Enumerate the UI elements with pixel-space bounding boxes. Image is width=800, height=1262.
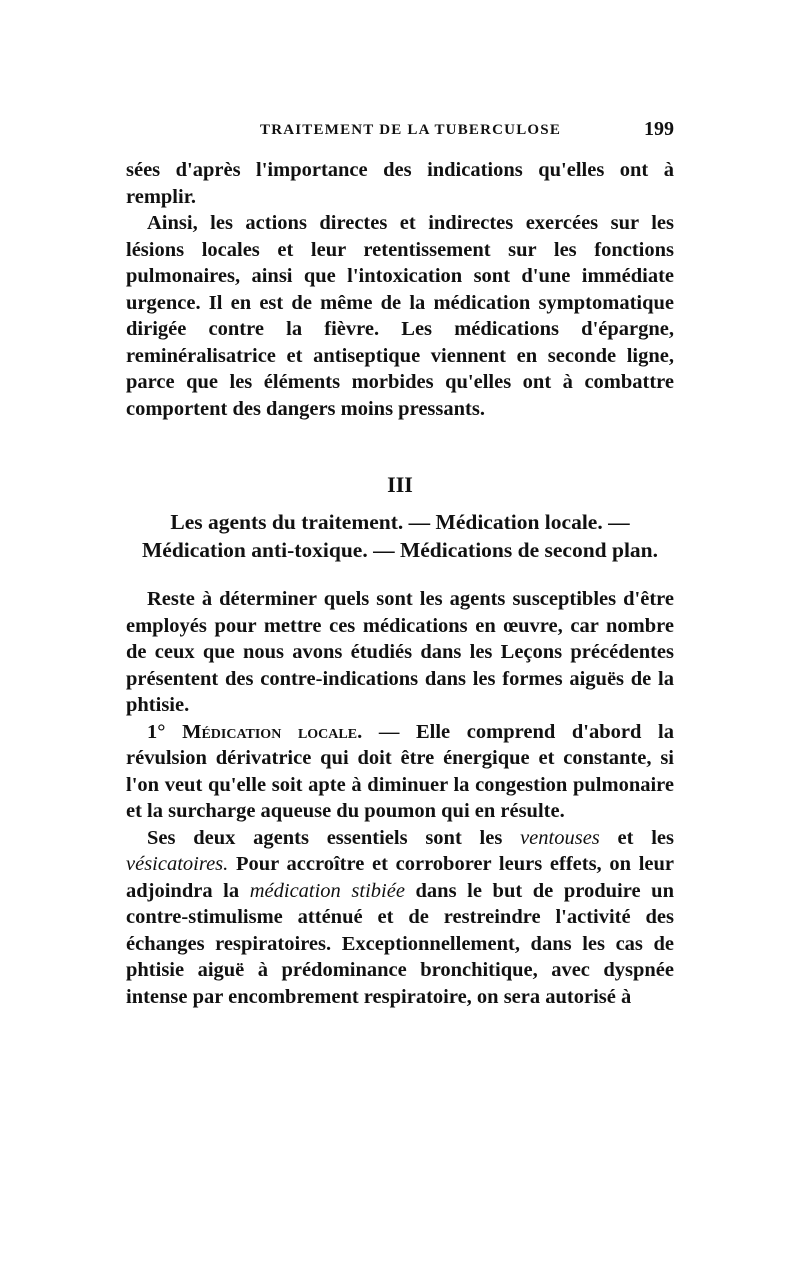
italic-term-ventouses: ventouses (520, 826, 600, 849)
section-number: III (387, 472, 413, 497)
text-block (126, 157, 674, 1010)
italic-term-medication-stibiee: médication stibiée (249, 879, 405, 902)
paragraph-continued: sées d'après l'importance des indications qu'elles ont à remplir. (126, 159, 674, 208)
running-title: TRAITEMENT DE LA TUBERCULOSE (260, 122, 562, 138)
paragraph-agents: Reste à déterminer quels sont les agents susceptibles d'être employés pour mettre ces médications en œuvre, car nombre de ceux que nous avons étudiés dans les Leçons précédentes présentent des contre-indications dans les formes aiguës de la phtisie. (126, 588, 674, 716)
paragraph-urgency: Ainsi, les actions directes et indirectes exercées sur les lésions locales et leur retentissement sur les fonctions pulmonaires, ainsi que l'intoxication sont d'une immédiate urgence. Il en est de même de la médication symptomatique dirigée contre la fièvre. Les médications d'épargne, reminéralisatrice et antiseptique viennent en seconde ligne, parce que les éléments morbides qu'elles ont à combattre comportent des dangers moins pressants. (126, 212, 674, 420)
text-run: et les (599, 826, 674, 849)
page-number: 199 (644, 118, 674, 140)
paragraph-essential-agents (126, 825, 674, 1011)
running-head (126, 118, 674, 144)
section-title: Les agents du traitement. — Médication locale. — Médication anti-toxique. — Médications de second plan. (141, 510, 658, 562)
subsection-label: 1° Médication locale. (147, 720, 363, 743)
text-run: Pour accroître et corroborer leurs effets, on leur adjoindra la (126, 853, 674, 902)
paragraph-local-medication-text: — Elle comprend d'abord la révulsion dérivatrice qui doit être énergique et constante, si l'on veut qu'elle soit apte à diminuer la congestion pulmonaire et la surcharge aqueuse du poumon qui en résulte. (126, 720, 674, 822)
paragraph-local-medication (126, 719, 674, 825)
text-run: dans le but de produire un contre-stimulisme atténué et de restreindre l'activité des échanges respiratoires. Exceptionnellement, dans les cas de phtisie aiguë à prédominance bronchitique, avec dyspnée intense par encombrement respiratoire, on sera autorisé à (126, 879, 674, 1008)
text-run: Ses deux agents essentiels sont les (147, 826, 521, 849)
italic-term-vesicatoires: vésicatoires. (126, 853, 229, 875)
